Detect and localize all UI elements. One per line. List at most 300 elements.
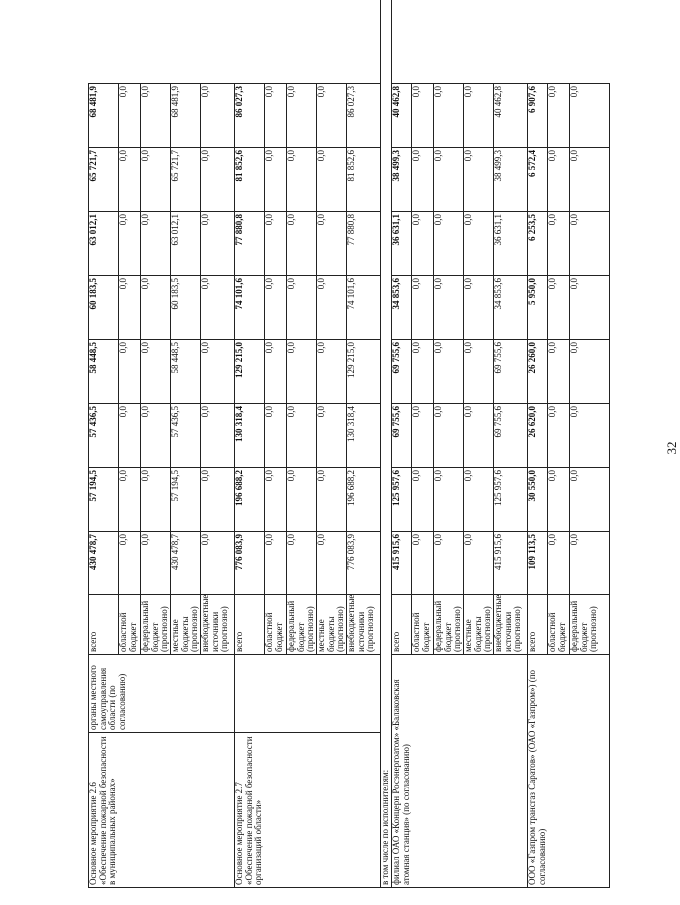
value-cell (412, 404, 434, 468)
value-text: 415 915,6 (391, 534, 401, 570)
value-cell (347, 532, 381, 595)
value-cell (347, 404, 381, 468)
value-text: 81 852,6 (346, 150, 356, 182)
value-cell (119, 468, 141, 532)
value-text: 0,0 (140, 406, 150, 418)
funding-source-cell (201, 595, 235, 655)
cell-text: областной бюджет (547, 612, 567, 652)
table-row (528, 0, 548, 888)
value-cell (392, 276, 412, 340)
value-cell (347, 84, 381, 148)
value-text: 0,0 (200, 278, 210, 290)
value-cell (434, 404, 464, 468)
value-cell (464, 404, 494, 468)
value-cell (464, 340, 494, 404)
value-cell (235, 212, 265, 276)
value-text: 0,0 (118, 150, 128, 162)
cell-text: внебюджетные источники (прогнозно) (493, 594, 522, 652)
value-text: 0,0 (316, 150, 326, 162)
value-text: 0,0 (316, 278, 326, 290)
value-text: 0,0 (118, 86, 128, 98)
value-text: 65 721,7 (170, 150, 180, 182)
value-text: 0,0 (316, 342, 326, 354)
value-cell (287, 468, 317, 532)
value-cell (548, 276, 570, 340)
value-cell (392, 148, 412, 212)
value-text: 130 318,4 (234, 406, 244, 442)
cell-text: Основное мероприятие 2.7 «Обеспечение пожарной безопасности организаций области» (234, 736, 263, 885)
value-text: 0,0 (140, 470, 150, 482)
value-cell (119, 212, 141, 276)
value-cell (528, 276, 548, 340)
value-cell (434, 276, 464, 340)
value-text: 0,0 (411, 406, 421, 418)
value-text: 6 572,4 (527, 150, 537, 177)
value-text: 0,0 (463, 342, 473, 354)
value-text: 0,0 (463, 86, 473, 98)
value-text: 0,0 (433, 534, 443, 546)
value-text: 60 183,5 (170, 278, 180, 310)
value-text: 130 318,4 (346, 406, 356, 442)
value-text: 0,0 (411, 86, 421, 98)
value-cell (528, 340, 548, 404)
value-text: 776 083,9 (234, 534, 244, 570)
cell-text: Основное мероприятие 2.6 «Обеспечение пожарной безопасности в муниципальных районах» (88, 736, 117, 885)
funding-source-cell (89, 595, 119, 655)
value-cell (119, 340, 141, 404)
value-text: 0,0 (433, 470, 443, 482)
funding-source-cell (287, 595, 317, 655)
value-text: 34 853,6 (391, 278, 401, 310)
value-text: 26 620,0 (527, 406, 537, 438)
value-text: 0,0 (118, 278, 128, 290)
value-text: 0,0 (433, 86, 443, 98)
value-text: 0,0 (433, 150, 443, 162)
cell-text: всего (391, 631, 401, 652)
value-cell (434, 532, 464, 595)
funding-source-cell (494, 595, 528, 655)
value-text: 109 113,5 (527, 534, 537, 570)
value-cell (570, 404, 610, 468)
executor-cell (89, 655, 235, 733)
value-text: 0,0 (264, 534, 274, 546)
value-cell (119, 148, 141, 212)
value-cell (171, 404, 201, 468)
funding-source-cell (412, 595, 434, 655)
value-text: 0,0 (463, 406, 473, 418)
value-text: 0,0 (463, 470, 473, 482)
value-cell (528, 532, 548, 595)
value-text: 6 907,6 (527, 86, 537, 113)
value-text: 77 880,8 (234, 214, 244, 246)
value-text: 0,0 (569, 150, 579, 162)
value-cell (347, 340, 381, 404)
value-cell (434, 468, 464, 532)
cell-text: всего (234, 631, 244, 652)
cell-text: филиал ОАО «Концерн Росэнергоатом» «Балаковская атомная станция» (по согласованию) (391, 679, 411, 885)
value-cell (317, 340, 347, 404)
value-text: 0,0 (569, 214, 579, 226)
table-body (89, 0, 610, 888)
value-cell (494, 468, 528, 532)
value-cell (494, 532, 528, 595)
value-cell (171, 276, 201, 340)
value-cell (119, 404, 141, 468)
value-text: 0,0 (316, 470, 326, 482)
value-cell (347, 212, 381, 276)
value-text: 0,0 (140, 534, 150, 546)
value-text: 0,0 (264, 86, 274, 98)
value-text: 0,0 (463, 150, 473, 162)
page-number: 32 (664, 441, 679, 455)
cell-text: федеральный бюджет (прогнозно) (433, 600, 462, 652)
value-cell (570, 148, 610, 212)
funding-source-cell (347, 595, 381, 655)
value-text: 0,0 (411, 342, 421, 354)
value-text: 69 755,6 (391, 342, 401, 374)
table-row (89, 0, 119, 888)
value-text: 430 478,7 (88, 534, 98, 570)
value-cell (287, 84, 317, 148)
value-cell (412, 532, 434, 595)
value-cell (464, 148, 494, 212)
value-text: 0,0 (118, 406, 128, 418)
value-text: 60 183,5 (88, 278, 98, 310)
value-cell (171, 84, 201, 148)
value-cell (235, 404, 265, 468)
value-cell (141, 212, 171, 276)
funding-source-cell (548, 595, 570, 655)
value-cell (528, 404, 548, 468)
value-cell (119, 84, 141, 148)
value-text: 0,0 (547, 342, 557, 354)
value-cell (412, 148, 434, 212)
value-text: 0,0 (140, 278, 150, 290)
value-text: 86 027,3 (234, 86, 244, 118)
value-cell (119, 532, 141, 595)
value-cell (392, 340, 412, 404)
value-cell (548, 212, 570, 276)
cell-text: всего (527, 631, 537, 652)
value-cell (171, 468, 201, 532)
value-cell (265, 532, 287, 595)
value-cell (317, 468, 347, 532)
value-cell (171, 212, 201, 276)
value-text: 0,0 (286, 278, 296, 290)
value-cell (412, 468, 434, 532)
value-text: 0,0 (140, 150, 150, 162)
value-cell (201, 148, 235, 212)
value-text: 0,0 (463, 214, 473, 226)
value-cell (235, 340, 265, 404)
value-cell (494, 404, 528, 468)
table-row (392, 0, 412, 888)
value-cell (141, 532, 171, 595)
cell-text: местные бюджеты (прогнозно) (463, 606, 492, 652)
value-text: 0,0 (316, 406, 326, 418)
value-text: 0,0 (118, 470, 128, 482)
value-text: 0,0 (264, 406, 274, 418)
funding-source-cell (235, 595, 265, 655)
value-cell (89, 212, 119, 276)
cell-text: ООО «Газпром трансгаз Саратов» (ОАО «Газпром») (по согласованию) (527, 669, 547, 885)
value-text: 36 631,1 (391, 214, 401, 246)
value-cell (265, 212, 287, 276)
value-cell (265, 404, 287, 468)
value-cell (141, 468, 171, 532)
value-text: 0,0 (411, 470, 421, 482)
value-text: 0,0 (118, 342, 128, 354)
value-cell (201, 404, 235, 468)
value-cell (434, 84, 464, 148)
value-text: 0,0 (316, 534, 326, 546)
value-cell (287, 148, 317, 212)
value-cell (89, 340, 119, 404)
value-text: 0,0 (411, 534, 421, 546)
value-text: 63 012,1 (88, 214, 98, 246)
value-cell (464, 212, 494, 276)
value-text: 0,0 (118, 534, 128, 546)
value-cell (548, 148, 570, 212)
value-cell (201, 340, 235, 404)
cell-text: федеральный бюджет (прогнозно) (569, 600, 598, 652)
value-cell (434, 212, 464, 276)
value-cell (141, 404, 171, 468)
value-cell (464, 276, 494, 340)
value-cell (494, 148, 528, 212)
value-cell (201, 532, 235, 595)
funding-source-cell (570, 595, 610, 655)
value-text: 0,0 (286, 534, 296, 546)
value-cell (548, 340, 570, 404)
rotated-table-container (88, 3, 610, 888)
cell-text: внебюджетные источники (прогнозно) (200, 594, 229, 652)
value-cell (235, 148, 265, 212)
value-text: 69 755,6 (493, 342, 503, 374)
value-text: 65 721,7 (88, 150, 98, 182)
value-text: 5 950,0 (527, 278, 537, 305)
value-text: 0,0 (433, 278, 443, 290)
value-text: 430 478,7 (170, 534, 180, 570)
executor-name-cell (528, 655, 610, 888)
cell-text: областной бюджет (411, 612, 431, 652)
measure-name-cell (235, 733, 381, 888)
value-text: 40 462,8 (493, 86, 503, 118)
value-cell (494, 276, 528, 340)
value-text: 0,0 (286, 406, 296, 418)
cell-text: областной бюджет (118, 612, 138, 652)
cell-text: всего (88, 631, 98, 652)
table-row (235, 0, 265, 888)
value-text: 0,0 (433, 342, 443, 354)
value-text: 58 448,5 (170, 342, 180, 374)
value-text: 36 631,1 (493, 214, 503, 246)
value-text: 0,0 (547, 534, 557, 546)
value-cell (235, 84, 265, 148)
value-cell (464, 468, 494, 532)
cell-text: федеральный бюджет (прогнозно) (286, 600, 315, 652)
value-text: 0,0 (547, 86, 557, 98)
value-text: 0,0 (547, 470, 557, 482)
value-cell (570, 340, 610, 404)
value-text: 69 755,6 (493, 406, 503, 438)
value-text: 57 436,5 (88, 406, 98, 438)
executors-header-cell (381, 0, 392, 888)
value-cell (412, 340, 434, 404)
value-cell (412, 84, 434, 148)
value-text: 40 462,8 (391, 86, 401, 118)
value-cell (434, 148, 464, 212)
value-cell (570, 84, 610, 148)
value-text: 0,0 (264, 150, 274, 162)
value-cell (570, 468, 610, 532)
value-text: 0,0 (286, 342, 296, 354)
value-text: 0,0 (547, 278, 557, 290)
funding-source-cell (434, 595, 464, 655)
value-text: 0,0 (463, 534, 473, 546)
value-text: 57 194,5 (170, 470, 180, 502)
value-cell (235, 276, 265, 340)
value-cell (141, 340, 171, 404)
value-text: 196 688,2 (346, 470, 356, 506)
value-cell (89, 148, 119, 212)
value-cell (528, 84, 548, 148)
value-text: 0,0 (569, 406, 579, 418)
value-cell (201, 468, 235, 532)
value-text: 58 448,5 (88, 342, 98, 374)
value-cell (317, 532, 347, 595)
value-text: 0,0 (118, 214, 128, 226)
value-text: 0,0 (200, 534, 210, 546)
value-cell (434, 340, 464, 404)
value-text: 0,0 (264, 214, 274, 226)
value-text: 0,0 (140, 86, 150, 98)
value-cell (317, 148, 347, 212)
value-cell (201, 276, 235, 340)
value-cell (89, 532, 119, 595)
value-cell (317, 276, 347, 340)
value-text: 129 215,0 (346, 342, 356, 378)
funding-source-cell (464, 595, 494, 655)
value-text: 68 481,9 (88, 86, 98, 118)
value-cell (141, 276, 171, 340)
value-text: 0,0 (411, 278, 421, 290)
value-text: 68 481,9 (170, 86, 180, 118)
funding-source-cell (265, 595, 287, 655)
value-cell (265, 340, 287, 404)
value-cell (392, 212, 412, 276)
value-cell (235, 532, 265, 595)
value-cell (347, 148, 381, 212)
value-text: 0,0 (316, 214, 326, 226)
value-text: 0,0 (264, 342, 274, 354)
value-cell (392, 468, 412, 532)
value-text: 0,0 (433, 214, 443, 226)
funding-source-cell (119, 595, 141, 655)
value-cell (392, 532, 412, 595)
value-text: 0,0 (569, 342, 579, 354)
value-cell (89, 84, 119, 148)
cell-text: местные бюджеты (прогнозно) (170, 606, 199, 652)
value-cell (494, 340, 528, 404)
budget-table (88, 0, 610, 888)
value-text: 34 853,6 (493, 278, 503, 310)
value-cell (287, 532, 317, 595)
value-cell (201, 84, 235, 148)
value-cell (141, 148, 171, 212)
value-cell (171, 532, 201, 595)
value-text: 0,0 (264, 470, 274, 482)
value-text: 0,0 (286, 470, 296, 482)
value-text: 125 957,6 (493, 470, 503, 506)
value-text: 0,0 (200, 150, 210, 162)
value-cell (347, 276, 381, 340)
value-cell (548, 84, 570, 148)
value-cell (528, 212, 548, 276)
value-text: 26 260,0 (527, 342, 537, 374)
value-text: 0,0 (433, 406, 443, 418)
value-text: 69 755,6 (391, 406, 401, 438)
value-text: 86 027,3 (346, 86, 356, 118)
executor-name-cell (392, 655, 528, 888)
value-cell (548, 468, 570, 532)
value-cell (287, 340, 317, 404)
value-text: 0,0 (200, 214, 210, 226)
value-cell (317, 212, 347, 276)
value-cell (528, 468, 548, 532)
value-text: 0,0 (569, 278, 579, 290)
value-text: 0,0 (547, 406, 557, 418)
value-text: 57 194,5 (88, 470, 98, 502)
value-cell (548, 404, 570, 468)
value-text: 0,0 (286, 86, 296, 98)
value-text: 0,0 (200, 342, 210, 354)
funding-source-cell (392, 595, 412, 655)
value-cell (548, 532, 570, 595)
value-cell (89, 276, 119, 340)
value-cell (89, 468, 119, 532)
funding-source-cell (317, 595, 347, 655)
value-cell (235, 468, 265, 532)
value-text: 38 499,3 (493, 150, 503, 182)
value-text: 0,0 (200, 406, 210, 418)
value-cell (464, 84, 494, 148)
value-cell (265, 148, 287, 212)
value-text: 415 915,6 (493, 534, 503, 570)
value-cell (89, 404, 119, 468)
value-text: 0,0 (547, 214, 557, 226)
value-cell (317, 404, 347, 468)
value-cell (570, 276, 610, 340)
value-text: 38 499,3 (391, 150, 401, 182)
value-text: 0,0 (316, 86, 326, 98)
value-cell (464, 532, 494, 595)
value-cell (412, 212, 434, 276)
value-cell (412, 276, 434, 340)
value-text: 0,0 (547, 150, 557, 162)
value-text: 196 688,2 (234, 470, 244, 506)
value-cell (171, 148, 201, 212)
value-text: 63 012,1 (170, 214, 180, 246)
value-cell (570, 212, 610, 276)
value-text: 0,0 (286, 214, 296, 226)
value-cell (119, 276, 141, 340)
table-row (381, 0, 392, 888)
value-cell (347, 468, 381, 532)
value-text: 0,0 (569, 86, 579, 98)
value-cell (392, 404, 412, 468)
value-text: 81 852,6 (234, 150, 244, 182)
